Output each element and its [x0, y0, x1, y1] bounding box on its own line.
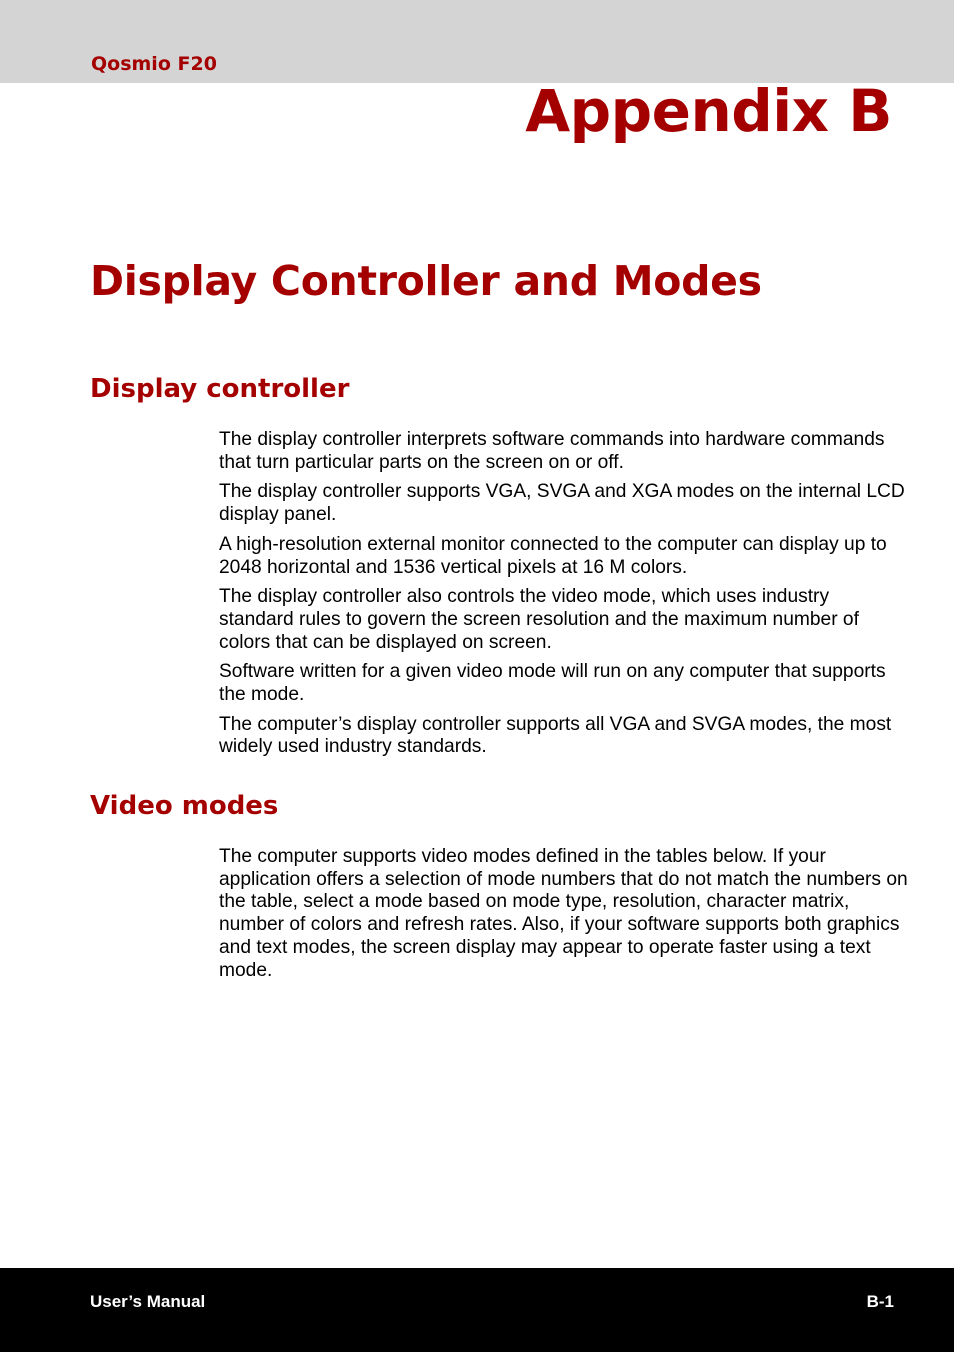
paragraph: The display controller also controls the video mode, which uses industry standard rules to govern the screen resolution and the maximum number of colors that can be displayed on screen. — [219, 586, 859, 653]
page-number: B-1 — [866, 1292, 894, 1311]
chapter-title: Display Controller and Modes — [90, 257, 762, 305]
paragraph: Software written for a given video mode will run on any computer that supports the mode. — [219, 661, 886, 706]
footer-manual-title: User’s Manual — [90, 1292, 206, 1311]
section-body-video-modes — [219, 846, 909, 989]
section-heading-video-modes: Video modes — [90, 791, 279, 821]
section-heading-display-controller: Display controller — [90, 374, 350, 404]
paragraph: The computer supports video modes defined in the tables below. If your application offers a selection of mode numbers that do not match the numbers on the table, select a mode based on mode type, resolution, character matrix, number of colors and refresh rates. Also, if your software supports both graphics and text modes, the screen display may appear to operate faster using a text mode. — [219, 846, 908, 981]
paragraph: The display controller interprets software commands into hardware commands that turn particular parts on the screen on or off. — [219, 429, 885, 473]
paragraph: The computer’s display controller supports all VGA and SVGA modes, the most widely used industry standards. — [219, 713, 892, 758]
appendix-label: Appendix B — [525, 77, 892, 145]
running-header-product: Qosmio F20 — [91, 53, 217, 75]
paragraph: The display controller supports VGA, SVGA and XGA modes on the internal LCD display panel. — [219, 481, 905, 526]
paragraph: A high-resolution external monitor connected to the computer can display up to 2048 horizontal and 1536 vertical pixels at 16 M colors. — [219, 533, 887, 578]
section-body-display-controller — [219, 429, 909, 766]
